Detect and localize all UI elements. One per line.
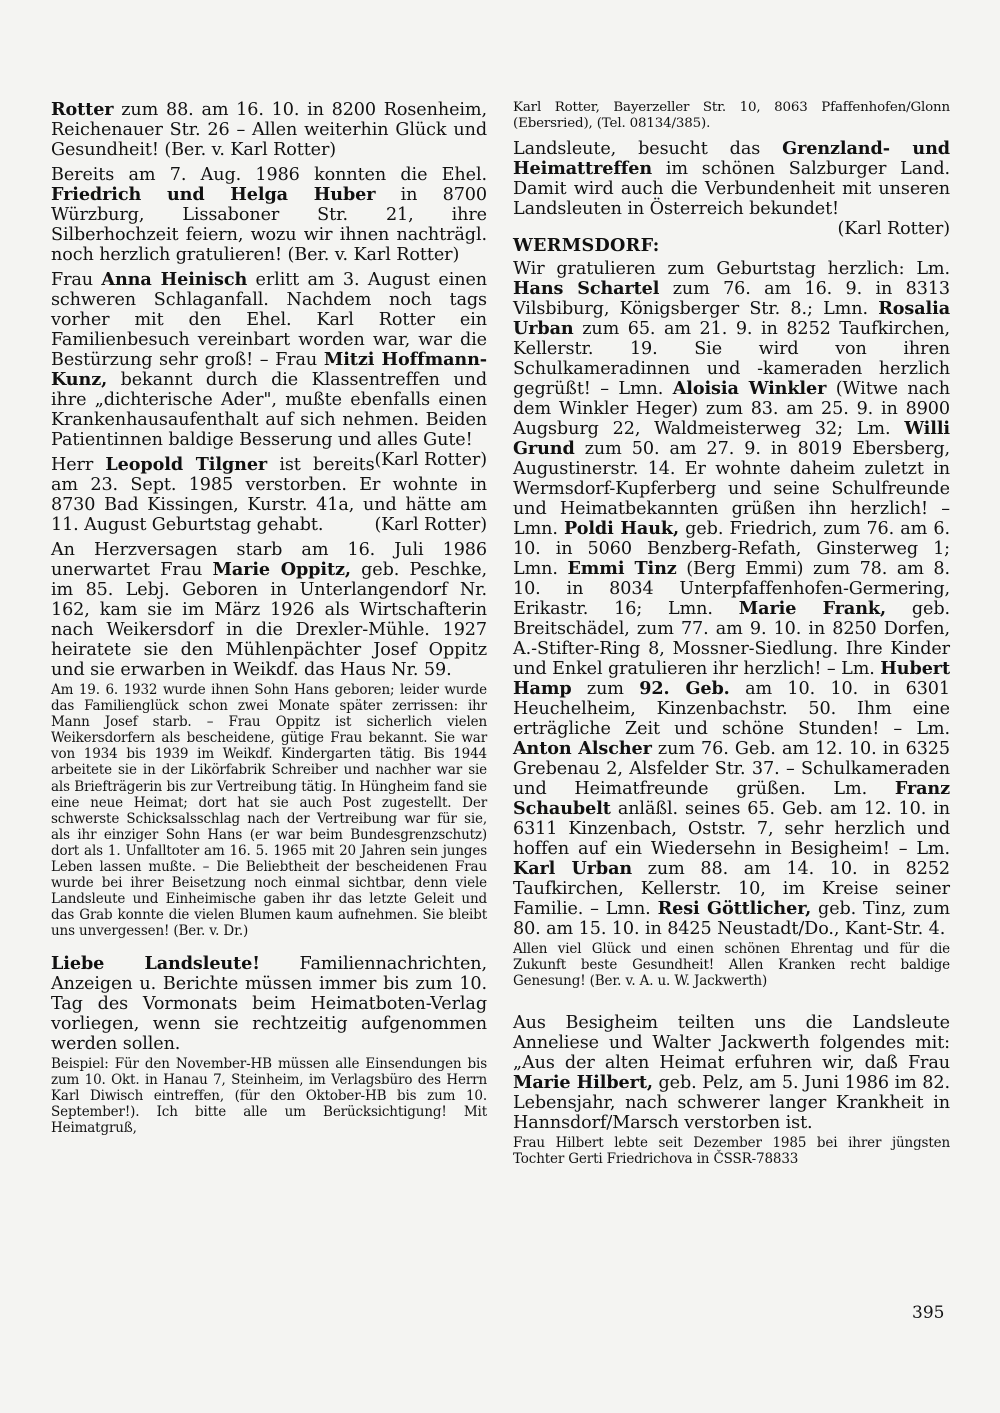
huber-anniversary-paragraph: Bereits am 7. Aug. 1986 konnten die Ehel. Friedrich und Helga Huber in 8700 Würzburg, Lissaboner Str. 21, ihre Silberhochzeit feiern, wozu wir ihnen nachträgl. noch herzlich gratulieren! (Ber. v. Karl Rotter) — [51, 165, 487, 265]
person-name: Resi Göttlicher, — [657, 897, 812, 919]
credit: (Karl Rotter) — [374, 450, 487, 470]
person-name: Anna Heinisch — [101, 269, 248, 290]
person-name: Emmi Tinz — [567, 557, 677, 579]
hilbert-detail-paragraph: Frau Hilbert lebte seit Dezember 1985 bei ihrer jüngsten Tochter Gerti Friedrichova in ČSSR-78833 — [513, 1134, 950, 1167]
credit: (Karl Rotter) — [837, 218, 950, 239]
person-name: Marie Oppitz, — [212, 559, 351, 580]
spacer — [513, 989, 950, 1001]
person-name: Aloisia Winkler — [672, 377, 827, 399]
credit: (Karl Rotter) — [374, 515, 487, 535]
spacer — [51, 940, 487, 954]
person-name: Willi Grund — [513, 417, 950, 459]
person-name: Leopold Tilgner — [105, 454, 268, 475]
section-heading-wermsdorf: WERMSDORF: — [513, 234, 660, 256]
person-name: Poldi Hauk, — [564, 517, 680, 539]
person-name: Marie Frank, — [738, 597, 887, 619]
left-column — [51, 100, 487, 1136]
person-name: Hans Schartel — [513, 277, 660, 299]
person-name: Marie Hilbert, — [513, 1071, 653, 1093]
right-column — [513, 100, 950, 1167]
person-name: Hubert Hamp — [513, 657, 950, 699]
oppitz-biography-paragraph: Am 19. 6. 1932 wurde ihnen Sohn Hans geboren; leider wurde das Familienglück schon zwei Monate später zerrissen: ihr Mann Josef starb. – Frau Oppitz ist sicherlich vielen Weikersdorfern als bescheidene, gütige Frau bekannt. Sie war von 1934 bis 1939 im Weikdf. Kindergarten tätig. Bis 1944 arbeitete sie in der Likörfabrik Schreiber und nachher war sie als Briefträgerin bis zur Vertreibung tätig. In Hüngheim fand sie eine neue Heimat; dort hat sie auch Post zugestellt. Der schwerste Schicksalsschlag nach der Vertreibung war für sie, als ihr einziger Sohn Hans (er war beim Bundesgrenzschutz) dort als 1. Unfalltoter am 16. 5. 1965 mit 20 Jahren sein junges Leben lassen mußte. – Die Beliebtheit der bescheidenen Frau wurde bei ihrer Beisetzung noch einmal sichtbar, denn viele Landsleute und Einheimische gaben ihr das letzte Geleit und das Grab konnte die vielen Blumen kaum aufnehmen. Sie bleibt uns unvergessen! (Ber. v. Dr.) — [51, 682, 487, 940]
person-name: Mitzi Hoffmann-Kunz, — [51, 349, 487, 390]
heimattreffen-paragraph: Landsleute, besucht das Grenzland- und Heimattreffen im schönen Salzburger Land. Damit wird auch die Verbundenheit mit unseren Landsleuten in Österreich bekundet! (Karl Rotter) — [513, 137, 950, 239]
wishes-paragraph: Allen viel Glück und einen schönen Ehrentag und für die Zukunft beste Gesundheit! Allen Kranken recht baldige Genesung! (Ber. v. A. u. W. Jackwerth) — [513, 940, 950, 989]
person-name: Karl Urban — [513, 857, 633, 879]
person-name: Franz Schaubelt — [513, 777, 950, 819]
wermsdorf-birthdays-paragraph: Wir gratulieren zum Geburtstag herzlich: Lm. Hans Schartel zum 76. am 16. 9. in 8313 Vilsbiburg, Königsberger Str. 8.; Lmn. Rosalia Urban zum 65. am 21. 9. in 8252 Taufkirchen, Kellerstr. 19. Sie wird von ihren Schulkameradinnen und -kameraden herzlich gegrüßt! – Lmn. Aloisia Winkler (Witwe nach dem Winkler Heger) zum 83. am 25. 9. in 8900 Augsburg 22, Waldmeisterweg 32; Lm. Willi Grund zum 50. am 27. 9. in 8019 Ebersberg, Augustinerstr. 14. Er wohnte daheim zuletzt in Wermsdorf-Kupferberg und seine Schulfreunde und Heimatbekannten grüßen ihn herzlich! – Lmn. Poldi Hauk, geb. Friedrich, zum 76. am 6. 10. in 5060 Benzberg-Refath, Ginsterweg 1; Lmn. Emmi Tinz (Berg Emmi) zum 78. am 8. 10. in 8034 Unterpfaffenhofen-Germering, Erikastr. 16; Lmn. Marie Frank, geb. Breitschädel, zum 77. am 9. 10. in 8250 Dorfen, A.-Stifter-Ring 8, Mossner-Siedlung. Ihre Kinder und Enkel gratulieren ihr herzlich! – Lm. Hubert Hamp zum 92. Geb. am 10. 10. in 6301 Heuchelheim, Kinzenbachstr. 50. Ihm eine erträgliche Zeit und schöne Stunden! – Lm. Anton Alscher zum 76. Geb. am 12. 10. in 6325 Grebenau 2, Alsfelder Str. 37. – Schulkameraden und Heimatfreunde grüßen. Lm. Franz Schaubelt anläßl. seines 65. Geb. am 12. 10. in 6311 Kinzenbach, Oststr. 7, sehr herzlich und hoffen auf ein Wiedersehn in Besigheim! – Lm. Karl Urban zum 88. am 14. 10. in 8252 Taufkirchen, Kellerstr. 10, im Kreise seiner Familie. – Lmn. Resi Göttlicher, geb. Tinz, zum 80. am 15. 10. in 8425 Neustadt/Do., Kant-Str. 4. — [513, 258, 951, 939]
tilgner-obituary-paragraph: Herr Leopold Tilgner ist bereits am 23. Sept. 1985 verstorben. Er wohnte in 8730 Bad Kissingen, Kurstr. 41a, und hätte am 11. August Geburtstag gehabt. (Karl Rotter) — [51, 454, 487, 535]
page-number: 395 — [912, 1303, 945, 1323]
person-name: Rosalia Urban — [513, 297, 950, 339]
person-name: Rotter — [51, 99, 114, 120]
spacer — [513, 1001, 950, 1013]
person-name: Anton Alscher — [513, 737, 652, 759]
rotter-birthday-paragraph: Rotter zum 88. am 16. 10. in 8200 Rosenheim, Reichenauer Str. 26 – Allen weiterhin Glück und Gesundheit! (Ber. v. Karl Rotter) — [51, 99, 487, 160]
event-name: Grenzland- und Heimattreffen — [513, 137, 950, 179]
heinisch-illness-paragraph: Frau Anna Heinisch erlitt am 3. August einen schweren Schlaganfall. Nachdem noch tags vorher mit den Ehel. Karl Rotter ein Familienbesuch vereinbart worden war, war die Bestürzung sehr groß! – Frau Mitzi Hoffmann-Kunz, bekannt durch die Klassentreffen und ihre „dichterische Ader", mußte ebenfalls einen Krankenhausaufenthalt auf sich nehmen. Beiden Patientinnen baldige Besserung und alles Gute! (Karl Rotter) — [51, 269, 487, 470]
birthday-highlight: 92. Geb. — [639, 677, 730, 699]
notice-heading: Liebe Landsleute! — [51, 952, 260, 974]
oppitz-obituary-paragraph: An Herzversagen starb am 16. Juli 1986 unerwartet Frau Marie Oppitz, geb. Peschke, im 85. Lebj. Geboren in Unterlangendorf Nr. 162, kam sie im März 1926 als Wirtschafterin nach Weikersdorf in die Drexler-Mühle. 1927 heiratete sie den Mühlenpächter Josef Oppitz und sie erwarben in Weikdf. das Haus Nr. 59. — [51, 540, 488, 680]
person-name: Friedrich und Helga Huber — [51, 184, 376, 205]
hilbert-obituary-paragraph: Aus Besigheim teilten uns die Landsleute Anneliese und Walter Jackwerth folgendes mit: „Aus der alten Heimat erfuhren wir, daß Frau Marie Hilbert, geb. Pelz, am 5. Juni 1986 im 82. Lebensjahr, nach schwerer langer Krankheit in Hannsdorf/Marsch verstorben ist. — [513, 1012, 950, 1133]
deadline-example-paragraph: Beispiel: Für den November-HB müssen alle Einsendungen bis zum 10. Okt. in Hanau 7, Steinheim, im Verlagsbüro des Herrn Karl Diwisch eintreffen, (für den Oktober-HB bis zum 10. September!). Ich bitte alle um Berücksichtigung! Mit Heimatgruß, — [51, 1055, 487, 1136]
deadline-notice-paragraph: Liebe Landsleute! Familiennachrichten, Anzeigen u. Berichte müssen immer bis zum 10. Tag des Vormonats beim Heimatboten-Verlag vorliegen, wenn sie rechtzeitig aufgenommen werden sollen. — [51, 952, 487, 1054]
contact-address: Karl Rotter, Bayerzeller Str. 10, 8063 Pfaffenhofen/Glonn (Ebersried), (Tel. 08134/385). — [513, 100, 950, 132]
